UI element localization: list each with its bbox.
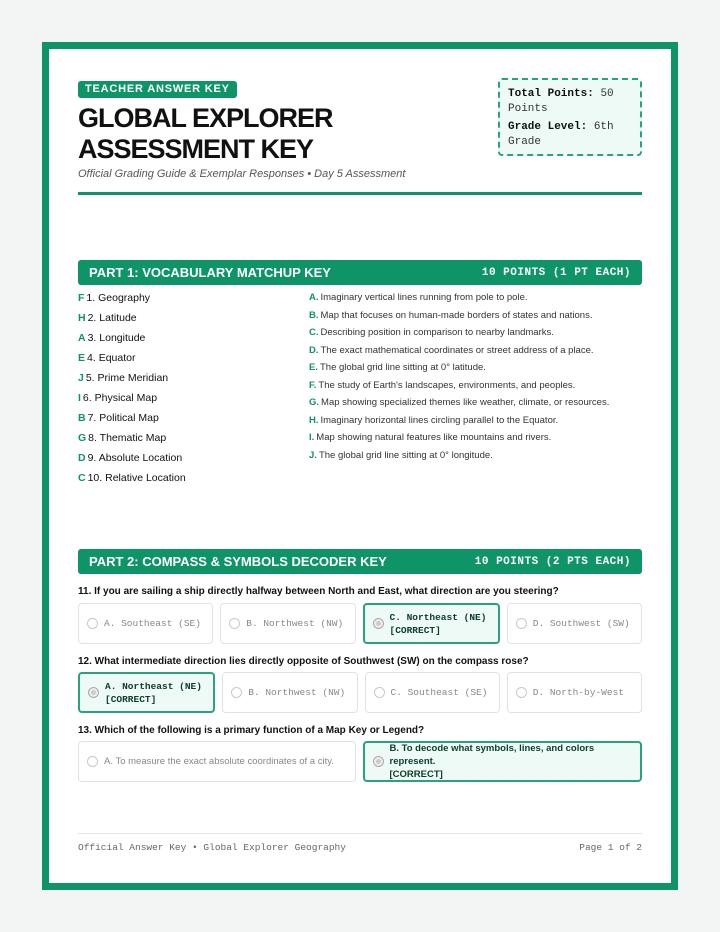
- term-label: 1. Geography: [86, 292, 151, 304]
- option-label: D. North-by-West: [532, 687, 624, 698]
- grade-level-value: 6th Grade: [508, 121, 614, 148]
- term-answer: D: [78, 452, 86, 464]
- question-11: 11. If you are sailing a ship directly halfway between North and East, what direction are you steering?: [78, 586, 559, 597]
- header-divider: [78, 192, 642, 195]
- term-label: 10. Relative Location: [87, 472, 186, 484]
- term-answer: B: [78, 412, 86, 424]
- option-a[interactable]: [78, 741, 356, 782]
- definition-letter: J.: [309, 449, 317, 461]
- part1-points: 10 POINTS (1 PT EACH): [481, 266, 631, 279]
- definition-item: [309, 290, 644, 308]
- definition-text: The global grid line sitting at 0° latitude.: [319, 362, 486, 373]
- part2-header: [78, 549, 642, 574]
- option-label: D. Southwest (SW): [532, 618, 630, 629]
- page-subtitle: Official Grading Guide & Exemplar Responses • Day 5 Assessment: [78, 168, 406, 180]
- grade-level-label: Grade Level:: [508, 121, 588, 133]
- term-item: [78, 350, 186, 370]
- part2-title: PART 2: COMPASS & SYMBOLS DECODER KEY: [89, 554, 387, 569]
- term-item: [78, 430, 186, 450]
- option-b-correct[interactable]: [363, 741, 643, 782]
- page-title: [78, 103, 478, 165]
- term-label: 9. Absolute Location: [87, 452, 183, 464]
- option-c-correct[interactable]: [363, 603, 500, 644]
- definition-text: The global grid line sitting at 0° longitude.: [318, 449, 493, 461]
- definition-item: [309, 448, 644, 466]
- definition-letter: I.: [309, 432, 315, 443]
- correct-tag: [CORRECT]: [389, 624, 441, 636]
- part1-header: [78, 260, 642, 285]
- vocab-terms-list: [78, 290, 186, 490]
- definition-letter: A.: [309, 292, 319, 303]
- definition-text: Describing position in comparison to nearby landmarks.: [320, 327, 554, 338]
- teacher-key-badge: TEACHER ANSWER KEY: [78, 81, 237, 98]
- definition-item: [309, 308, 644, 326]
- term-item: [78, 450, 186, 470]
- definition-letter: B.: [309, 309, 319, 321]
- definition-item: [309, 343, 644, 361]
- definition-item: [309, 360, 644, 378]
- term-label: 3. Longitude: [87, 332, 146, 344]
- total-points: [508, 87, 632, 117]
- option-d[interactable]: [507, 603, 642, 644]
- definition-text: The exact mathematical coordinates or street address of a place.: [320, 344, 594, 356]
- definition-letter: E.: [309, 362, 318, 373]
- term-item: [78, 310, 186, 330]
- option-label: B. To decode what symbols, lines, and colors represent.: [389, 743, 595, 767]
- term-answer: A: [78, 332, 86, 344]
- definition-item: [309, 413, 644, 431]
- correct-tag: [CORRECT]: [389, 769, 443, 780]
- option-a-correct[interactable]: [78, 672, 215, 713]
- question-13-options: [78, 741, 642, 782]
- total-points-label: Total Points:: [508, 88, 594, 100]
- definition-item: [309, 430, 644, 448]
- option-label: A. To measure the exact absolute coordinates of a city.: [104, 756, 334, 767]
- part2-points: 10 POINTS (2 PTS EACH): [474, 555, 631, 568]
- part1-title: PART 1: VOCABULARY MATCHUP KEY: [89, 265, 331, 280]
- total-points-value: 50 Points: [508, 88, 614, 115]
- page-number: Page 1 of 2: [579, 842, 642, 853]
- definitions-list: [309, 290, 644, 465]
- question-13: 13. Which of the following is a primary function of a Map Key or Legend?: [78, 725, 425, 736]
- correct-tag: [CORRECT]: [105, 693, 157, 705]
- term-label: 6. Physical Map: [82, 392, 158, 404]
- option-label-group: [390, 611, 487, 637]
- grade-level: [508, 120, 632, 150]
- radio-icon[interactable]: [231, 687, 242, 698]
- definition-letter: G.: [309, 397, 320, 408]
- term-answer: H: [78, 312, 86, 324]
- definition-text: Map showing natural features like mountains and rivers.: [316, 432, 552, 443]
- option-label: A. Northeast (NE): [105, 680, 202, 692]
- radio-selected-icon[interactable]: [88, 687, 99, 698]
- info-box: [498, 78, 642, 156]
- title-line-1: GLOBAL EXPLORER: [78, 103, 333, 133]
- radio-icon[interactable]: [87, 618, 98, 629]
- radio-icon[interactable]: [374, 687, 385, 698]
- term-item: [78, 470, 186, 490]
- definition-item: [309, 325, 644, 343]
- term-item: [78, 370, 186, 390]
- definition-text: Map that focuses on human-made borders of states and nations.: [320, 309, 593, 321]
- definition-text: Imaginary vertical lines running from pole to pole.: [320, 292, 528, 303]
- option-label-group: [390, 742, 633, 781]
- definition-text: Map showing specialized themes like weather, climate, or resources.: [321, 397, 610, 408]
- radio-selected-icon[interactable]: [373, 618, 384, 629]
- term-label: 4. Equator: [87, 352, 136, 364]
- term-answer: F: [78, 292, 85, 304]
- option-label: A. Southeast (SE): [104, 618, 201, 629]
- definition-letter: F.: [309, 379, 317, 391]
- term-answer: E: [78, 352, 86, 364]
- option-label: B. Northwest (NW): [246, 618, 344, 629]
- term-item: [78, 290, 186, 310]
- footer-left: Official Answer Key • Global Explorer Geography: [78, 842, 346, 853]
- option-label: C. Northeast (NE): [389, 611, 487, 623]
- definition-text: Imaginary horizontal lines circling parallel to the Equator.: [320, 414, 559, 426]
- option-label: C. Southeast (SE): [390, 687, 488, 698]
- term-answer: G: [78, 432, 87, 444]
- term-label: 5. Prime Meridian: [85, 372, 169, 384]
- term-label: 7. Political Map: [87, 412, 159, 424]
- definition-letter: C.: [309, 327, 319, 338]
- term-item: [78, 410, 186, 430]
- title-line-2: ASSESSMENT KEY: [78, 134, 314, 164]
- footer-divider: [78, 833, 642, 834]
- definition-letter: H.: [309, 414, 319, 426]
- term-label: 8. Thematic Map: [88, 432, 167, 444]
- term-item: [78, 330, 186, 350]
- definition-text: The study of Earth's landscapes, environments, and peoples.: [318, 379, 576, 391]
- option-c[interactable]: [365, 672, 500, 713]
- radio-icon[interactable]: [229, 618, 240, 629]
- definition-letter: D.: [309, 344, 319, 356]
- radio-icon[interactable]: [516, 618, 527, 629]
- question-12: 12. What intermediate direction lies directly opposite of Southwest (SW) on the compass rose?: [78, 656, 529, 667]
- question-11-options: [78, 603, 642, 644]
- definition-item: [309, 395, 644, 413]
- option-d[interactable]: [507, 672, 642, 713]
- definition-item: [309, 378, 644, 396]
- term-label: 2. Latitude: [87, 312, 137, 324]
- term-answer: C: [78, 472, 86, 484]
- radio-selected-icon[interactable]: [373, 756, 384, 767]
- radio-icon[interactable]: [87, 756, 98, 767]
- question-12-options: [78, 672, 642, 713]
- option-label: B. Northwest (NW): [248, 687, 346, 698]
- option-b[interactable]: [220, 603, 355, 644]
- option-a[interactable]: [78, 603, 213, 644]
- term-answer: J: [78, 372, 84, 384]
- radio-icon[interactable]: [516, 687, 527, 698]
- option-b[interactable]: [222, 672, 357, 713]
- term-answer: I: [78, 392, 81, 404]
- term-item: [78, 390, 186, 410]
- option-label-group: [105, 680, 202, 706]
